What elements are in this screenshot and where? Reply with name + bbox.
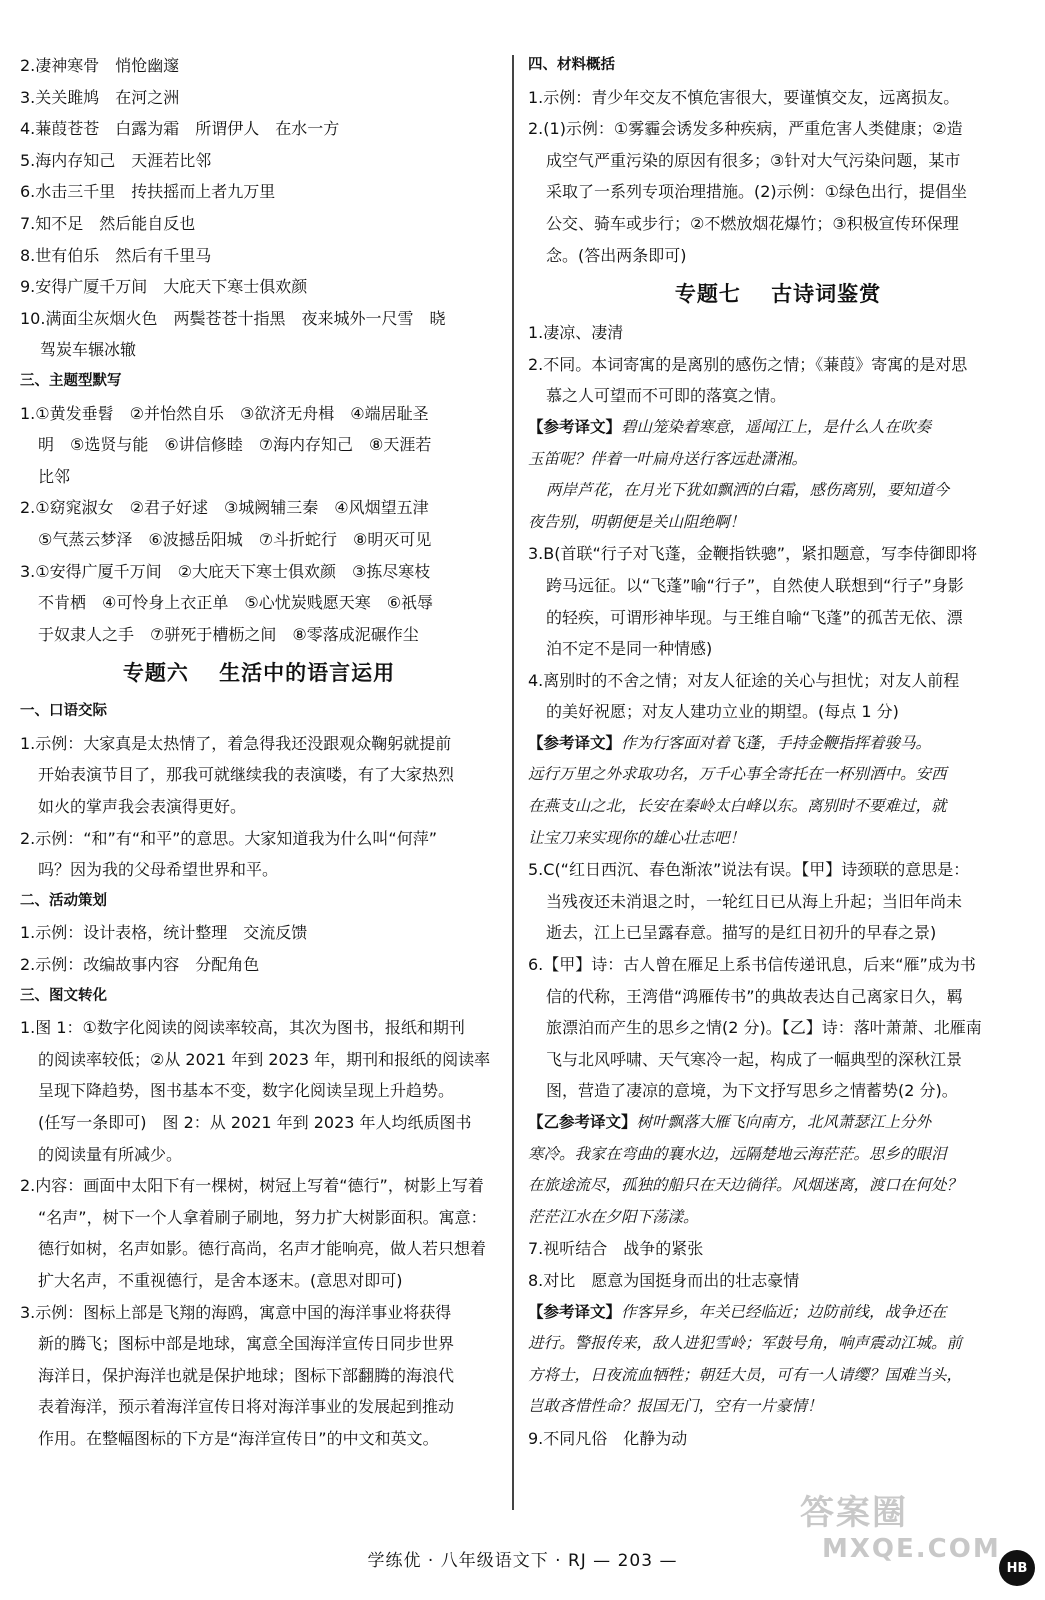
translation-text: 让宝刀来实现你的雄心壮志吧！ <box>528 828 746 847</box>
answer-line: 2.示例：“和”有“和平”的意思。大家知道我为什么叫“何萍” <box>20 828 438 848</box>
answer-continuation: 逝去，江上已呈露春意。描写的是红日初升的早春之景) <box>546 923 937 943</box>
answer-line: 2.凄神寒骨 悄怆幽邃 <box>20 56 180 75</box>
translation-line <box>528 444 1028 476</box>
translation-line <box>528 1360 1028 1392</box>
answer-continuation: 的轻疾，可谓形神毕现。与王维自喻“飞蓬”的孤苦无依、漂 <box>546 607 963 627</box>
answer-continuation: 德行如树，名声如影。德行高尚，名声才能响亮，做人若只想着 <box>38 1239 487 1259</box>
translation-text: 茫茫江水在夕阳下荡漾。 <box>528 1207 699 1226</box>
answer-line: 1.示例：大家真是太热情了，着急得我还没跟观众鞠躬就提前 <box>20 733 452 753</box>
translation-text: 方将士，日夜流血牺牲；朝廷大员，可有一人请缨？国难当头， <box>528 1365 963 1384</box>
answer-continuation: 图，营造了凄凉的意境，为下文抒写思乡之情蓄势(2 分)。 <box>546 1081 958 1101</box>
answer-line: 10.满面尘灰烟火色 两鬓苍苍十指黑 夜来城外一尺雪 晓 <box>20 308 446 328</box>
translation-text: 碧山笼染着寒意，遥闻江上，是什么人在吹奏 <box>621 417 932 436</box>
answer-line: 7.知不足 然后能自反也 <box>20 213 196 233</box>
answer-continuation: 的美好祝愿；对友人建功立业的期望。(每点 1 分) <box>546 702 899 722</box>
translation-line <box>528 1202 1028 1234</box>
translation-line <box>528 1170 1028 1202</box>
answer-continuation: 开始表演节目了，那我可就继续我的表演喽，有了大家热烈 <box>38 765 455 785</box>
answer-continuation: 如火的掌声我会表演得更好。 <box>38 797 247 817</box>
translation-line <box>528 1328 1028 1360</box>
answer-line: 7.视听结合 战争的紧张 <box>528 1239 704 1259</box>
answer-line: 4.离别时的不舍之情；对友人征途的关心与担忧；对友人前程 <box>528 670 960 690</box>
section-heading: 四、材料概括 <box>528 57 615 73</box>
answer-continuation: 海洋日，保护海洋也就是保护地球；图标下部翻腾的海浪代 <box>38 1365 455 1385</box>
translation-line <box>528 1391 1028 1423</box>
translation-text: 树叶飘落大雁飞向南方，北风萧瑟江上分外 <box>636 1113 932 1131</box>
answer-continuation: 不肯栖 ④可怜身上衣正单 ⑤心忧炭贱愿天寒 ⑥祇辱 <box>38 593 434 613</box>
translation-text: 远行万里之外求取功名，万千心事全寄托在一杯别酒中。安西 <box>528 765 947 784</box>
answer-continuation: 吗？因为我的父母希望世界和平。 <box>38 860 279 880</box>
translation-tag: 【参考译文】 <box>528 733 622 752</box>
answer-continuation: 跨马远征。以“飞蓬”喻“行子”，自然使人联想到“行子”身影 <box>546 575 964 595</box>
answer-continuation: 新的腾飞；图标中部是地球，寓意全国海洋宣传日同步世界 <box>38 1334 455 1354</box>
section-heading: 三、主题型默写 <box>20 372 122 389</box>
translation-tag: 【参考译文】 <box>528 417 622 436</box>
translation-line <box>528 1107 1028 1139</box>
translation-text: 作为行客面对着飞蓬，手持金鞭指挥着骏马。 <box>621 733 932 752</box>
translation-text: 进行。警报传来，敌人进犯雪岭；军鼓号角，响声震动江城。前 <box>528 1334 963 1353</box>
column-divider <box>512 55 514 1510</box>
topic-title: 专题六 生活中的语言运用 <box>122 661 396 686</box>
answer-continuation: 于奴隶人之手 ⑦骈死于槽枥之间 ⑧零落成泥碾作尘 <box>38 624 419 644</box>
answer-line: 2.①窈窕淑女 ②君子好逑 ③城阙辅三秦 ④风烟望五津 <box>20 498 429 518</box>
translation-text: 在燕支山之北，长安在秦岭太白峰以东。离别时不要难过，就 <box>528 797 947 816</box>
answer-line: 4.蒹葭苍苍 白露为霜 所谓伊人 在水一方 <box>20 119 340 139</box>
answer-line: 6.【甲】诗：古人曾在雁足上系书信传递讯息，后来“雁”成为书 <box>528 955 976 975</box>
watermark <box>800 1495 1001 1567</box>
answer-line: 3.B(首联“行子对飞蓬，金鞭指铁骢”，紧扣题意，写李侍御即将 <box>528 544 978 564</box>
answer-line: 5.C(“红日西沉、春色渐浓”说法有误。【甲】诗颈联的意思是： <box>528 860 970 880</box>
answer-line: 2.不同。本词寄寓的是离别的感伤之情；《蒹葭》寄寓的是对思 <box>528 354 968 374</box>
answer-line: 6.水击三千里 抟扶摇而上者九万里 <box>20 182 276 202</box>
translation-line <box>528 1139 1028 1171</box>
section-heading: 三、图文转化 <box>20 987 107 1004</box>
translation-line <box>528 507 1028 539</box>
answer-continuation: 的阅读量有所减少。 <box>38 1144 183 1164</box>
topic-title: 专题七 古诗词鉴赏 <box>674 282 882 307</box>
answer-continuation: 慕之人可望而不可即的落寞之情。 <box>546 386 787 406</box>
answer-continuation: 念。(答出两条即可) <box>546 245 687 265</box>
answer-continuation: (任写一条即可) 图 2：从 2021 年到 2023 年人均纸质图书 <box>38 1113 472 1132</box>
answer-line: 1.图 1：①数字化阅读的阅读率较高，其次为图书，报纸和期刊 <box>20 1018 465 1038</box>
translation-text: 作客异乡，年关已经临近；边防前线，战争还在 <box>621 1302 947 1321</box>
answer-line: 2.示例：改编故事内容 分配角色 <box>20 955 260 975</box>
answer-line: 9.安得广厦千万间 大庇天下寒士俱欢颜 <box>20 277 308 297</box>
answer-line: 1.①黄发垂髫 ②并怡然自乐 ③欲济无舟楫 ④端居耻圣 <box>20 403 429 423</box>
translation-text: 岂敢吝惜性命？报国无门，空有一片豪情！ <box>528 1397 823 1416</box>
answer-line: 1.示例：青少年交友不慎危害很大，要谨慎交友，远离损友。 <box>528 87 960 107</box>
answer-continuation: 信的代称，王湾借“鸿雁传书”的典故表达自己离家日久，羁 <box>546 986 963 1006</box>
answer-continuation: 明 ⑤选贤与能 ⑥讲信修睦 ⑦海内存知己 ⑧天涯若 <box>38 435 432 455</box>
right-column <box>528 50 1028 1455</box>
answer-continuation: 作用。在整幅图标的下方是“海洋宣传日”的中文和英文。 <box>38 1428 439 1448</box>
answer-continuation: “名声”，树下一个人拿着刷子刷地，努力扩大树影面积。寓意： <box>38 1207 487 1227</box>
translation-tag: 【参考译文】 <box>528 1302 622 1321</box>
translation-tag: 【乙参考译文】 <box>528 1113 637 1131</box>
left-column <box>20 50 498 1455</box>
translation-text: 两岸芦花，在月光下犹如飘洒的白霜，感伤离别，要知道今 <box>546 481 950 500</box>
answer-continuation: 泊不定不是同一种情感) <box>546 639 713 659</box>
answer-continuation: 旅漂泊而产生的思乡之情(2 分)。【乙】诗：落叶萧萧、北雁南 <box>546 1018 982 1038</box>
answer-continuation: 当残夜还未消退之时，一轮红日已从海上升起；当旧年尚未 <box>546 891 963 911</box>
answer-line: 1.凄凉、凄清 <box>528 323 624 343</box>
answer-line: 8.对比 愿意为国挺身而出的壮志豪情 <box>528 1270 800 1290</box>
answer-continuation: 的阅读率较低；②从 2021 年到 2023 年，期刊和报纸的阅读率 <box>38 1049 491 1069</box>
answer-line: 3.示例：图标上部是飞翔的海鸥，寓意中国的海洋事业将获得 <box>20 1302 452 1322</box>
edition-badge: HB <box>999 1550 1035 1586</box>
answer-continuation: 采取了一系列专项治理措施。(2)示例：①绿色出行，提倡坐 <box>546 182 968 202</box>
translation-line <box>528 728 1028 760</box>
answer-line: 3.①安得广厦千万间 ②大庇天下寒士俱欢颜 ③拣尽寒枝 <box>20 561 431 581</box>
answer-line: 2.内容：画面中太阳下有一棵树，树冠上写着“德行”，树影上写着 <box>20 1176 484 1196</box>
answer-continuation: 扩大名声，不重视德行，是舍本逐末。(意思对即可) <box>38 1270 403 1290</box>
answer-continuation: 表着海洋，预示着海洋宣传日将对海洋事业的发展起到推动 <box>38 1397 455 1417</box>
answer-continuation: ⑤气蒸云梦泽 ⑥波撼岳阳城 ⑦斗折蛇行 ⑧明灭可见 <box>38 529 432 549</box>
answer-line: 9.不同凡俗 化静为动 <box>528 1428 688 1448</box>
answer-continuation: 呈现下降趋势，图书基本不变，数字化阅读呈现上升趋势。 <box>38 1081 455 1101</box>
section-heading: 一、口语交际 <box>20 703 107 720</box>
answer-continuation: 驾炭车辗冰辙 <box>40 340 137 360</box>
answer-line: 1.示例：设计表格，统计整理 交流反馈 <box>20 923 308 943</box>
translation-text: 在旅途流尽，孤独的船只在天边徜徉。风烟迷离，渡口在何处？ <box>528 1176 963 1195</box>
translation-line <box>528 791 1028 823</box>
translation-line <box>528 1297 1028 1329</box>
answer-line: 2.(1)示例：①雾霾会诱发多种疾病，严重危害人类健康；②造 <box>528 119 963 139</box>
page-footer: 学练优 · 八年级语文下 · RJ — 203 — <box>367 1551 678 1571</box>
answer-line: 3.关关雎鸠 在河之洲 <box>20 87 180 107</box>
translation-line <box>528 475 1028 507</box>
section-heading: 二、活动策划 <box>20 892 107 909</box>
translation-text: 寒冷。我家在弯曲的襄水边，远隔楚地云海茫茫。思乡的眼泪 <box>528 1144 947 1163</box>
watermark-top: 答案圈 <box>800 1493 908 1533</box>
translation-text: 玉笛呢？伴着一叶扁舟送行客远赴潇湘。 <box>528 449 808 468</box>
translation-line <box>528 412 1028 444</box>
answer-line: 8.世有伯乐 然后有千里马 <box>20 245 212 265</box>
answer-line: 5.海内存知己 天涯若比邻 <box>20 150 212 170</box>
watermark-bottom: MXQE.COM <box>822 1534 1001 1564</box>
answer-continuation: 比邻 <box>38 466 71 486</box>
translation-text: 夜告别，明朝便是关山阻绝啊！ <box>528 512 746 531</box>
answer-continuation: 公交、骑车或步行；②不燃放烟花爆竹；③积极宣传环保理 <box>546 213 959 233</box>
translation-line <box>528 823 1028 855</box>
answer-continuation: 飞与北风呼啸、天气寒冷一起，构成了一幅典型的深秋江景 <box>546 1049 963 1069</box>
translation-line <box>528 759 1028 791</box>
answer-continuation: 成空气严重污染的原因有很多；③针对大气污染问题，某市 <box>546 150 961 170</box>
